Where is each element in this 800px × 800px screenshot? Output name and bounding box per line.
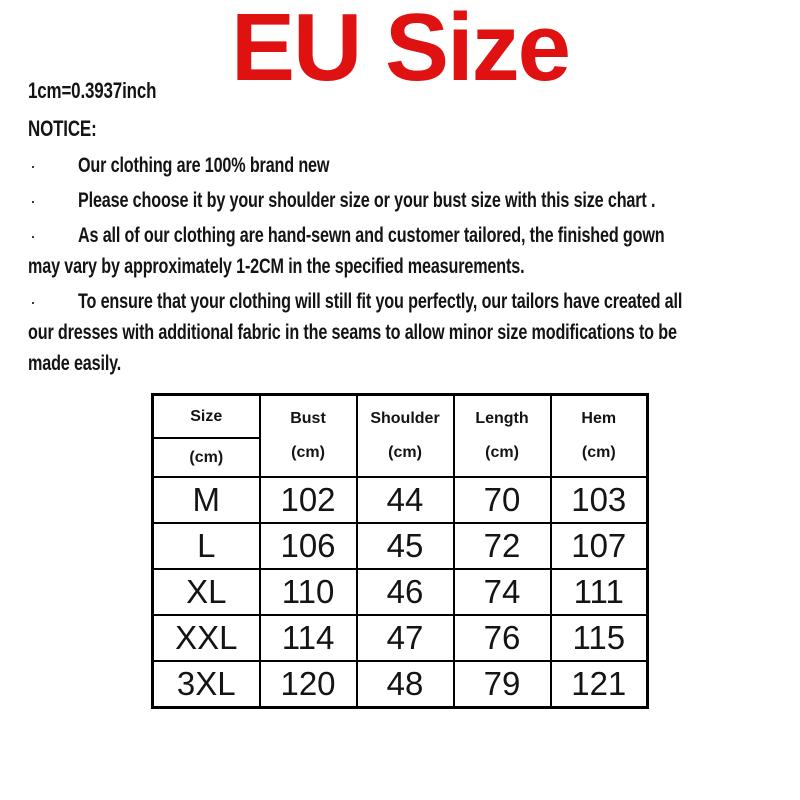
hem-cell: 115 bbox=[551, 615, 648, 661]
shoulder-cell: 44 bbox=[357, 477, 454, 523]
bust-cell: 106 bbox=[260, 523, 357, 569]
notice-line bbox=[28, 251, 772, 282]
size-cell: XL bbox=[153, 569, 260, 615]
notice-line-text: made easily. bbox=[28, 352, 122, 375]
size-cell: 3XL bbox=[153, 661, 260, 708]
header-label: Hem bbox=[581, 410, 617, 427]
header-hem bbox=[551, 395, 648, 478]
header-shoulder bbox=[357, 395, 454, 478]
notice-line bbox=[28, 317, 772, 348]
hem-cell: 121 bbox=[551, 661, 648, 708]
notice-line-text: Please choose it by your shoulder size or your bust size with this size chart . bbox=[78, 189, 656, 212]
hem-cell: 107 bbox=[551, 523, 648, 569]
size-chart-table bbox=[151, 393, 649, 709]
header-unit: (cm) bbox=[388, 444, 422, 461]
hem-cell: 111 bbox=[551, 569, 648, 615]
table-row bbox=[153, 661, 648, 708]
table-row bbox=[153, 615, 648, 661]
table-row bbox=[153, 569, 648, 615]
notice-line-text: As all of our clothing are hand-sewn and customer tailored, the finished gown bbox=[78, 224, 665, 247]
bullet-dot: · bbox=[30, 191, 36, 211]
shoulder-cell: 47 bbox=[357, 615, 454, 661]
table-row bbox=[153, 523, 648, 569]
table-row bbox=[153, 477, 648, 523]
length-cell: 74 bbox=[454, 569, 551, 615]
header-label: Length bbox=[475, 410, 529, 427]
unit-conversion-text: 1cm=0.3937inch bbox=[28, 78, 157, 103]
page-header bbox=[28, 0, 772, 104]
notice-item bbox=[28, 286, 772, 379]
length-cell: 76 bbox=[454, 615, 551, 661]
bullet-dot: · bbox=[30, 156, 36, 176]
header-label: Bust bbox=[290, 410, 326, 427]
header-unit: (cm) bbox=[291, 444, 325, 461]
notice-line bbox=[28, 185, 772, 216]
notice-item bbox=[28, 185, 772, 216]
notice-heading bbox=[28, 116, 772, 142]
bullet-dot: · bbox=[30, 292, 36, 312]
notice-line-text: To ensure that your clothing will still fit you perfectly, our tailors have created all bbox=[78, 290, 683, 313]
notice-line-text: Our clothing are 100% brand new bbox=[78, 154, 330, 177]
bust-cell: 102 bbox=[260, 477, 357, 523]
bust-cell: 110 bbox=[260, 569, 357, 615]
notice-item bbox=[28, 220, 772, 282]
shoulder-cell: 48 bbox=[357, 661, 454, 708]
notice-line-text: may vary by approximately 1-2CM in the specified measurements. bbox=[28, 255, 525, 278]
header-size-label: Size bbox=[153, 395, 260, 439]
header-bust bbox=[260, 395, 357, 478]
header-unit: (cm) bbox=[485, 444, 519, 461]
size-cell: L bbox=[153, 523, 260, 569]
notice-heading-text: NOTICE: bbox=[28, 116, 97, 141]
bust-cell: 120 bbox=[260, 661, 357, 708]
notice-line bbox=[28, 286, 772, 317]
shoulder-cell: 45 bbox=[357, 523, 454, 569]
length-cell: 72 bbox=[454, 523, 551, 569]
header-unit: (cm) bbox=[581, 444, 616, 461]
bullet-dot: · bbox=[30, 226, 36, 246]
length-cell: 79 bbox=[454, 661, 551, 708]
hem-cell: 103 bbox=[551, 477, 648, 523]
notice-list bbox=[28, 150, 772, 379]
table-header-row bbox=[153, 395, 648, 439]
notice-line-text: our dresses with additional fabric in the seams to allow minor size modifications to be bbox=[28, 321, 677, 344]
size-cell: XXL bbox=[153, 615, 260, 661]
header-size-unit: (cm) bbox=[153, 438, 260, 477]
shoulder-cell: 46 bbox=[357, 569, 454, 615]
unit-conversion-note bbox=[28, 80, 195, 102]
page-title: EU Size bbox=[230, 0, 570, 101]
notice-line bbox=[28, 220, 772, 251]
notice-line bbox=[28, 348, 772, 379]
length-cell: 70 bbox=[454, 477, 551, 523]
header-length bbox=[454, 395, 551, 478]
bust-cell: 114 bbox=[260, 615, 357, 661]
size-cell: M bbox=[153, 477, 260, 523]
notice-line bbox=[28, 150, 772, 181]
notice-item bbox=[28, 150, 772, 181]
header-label: Shoulder bbox=[370, 410, 440, 427]
